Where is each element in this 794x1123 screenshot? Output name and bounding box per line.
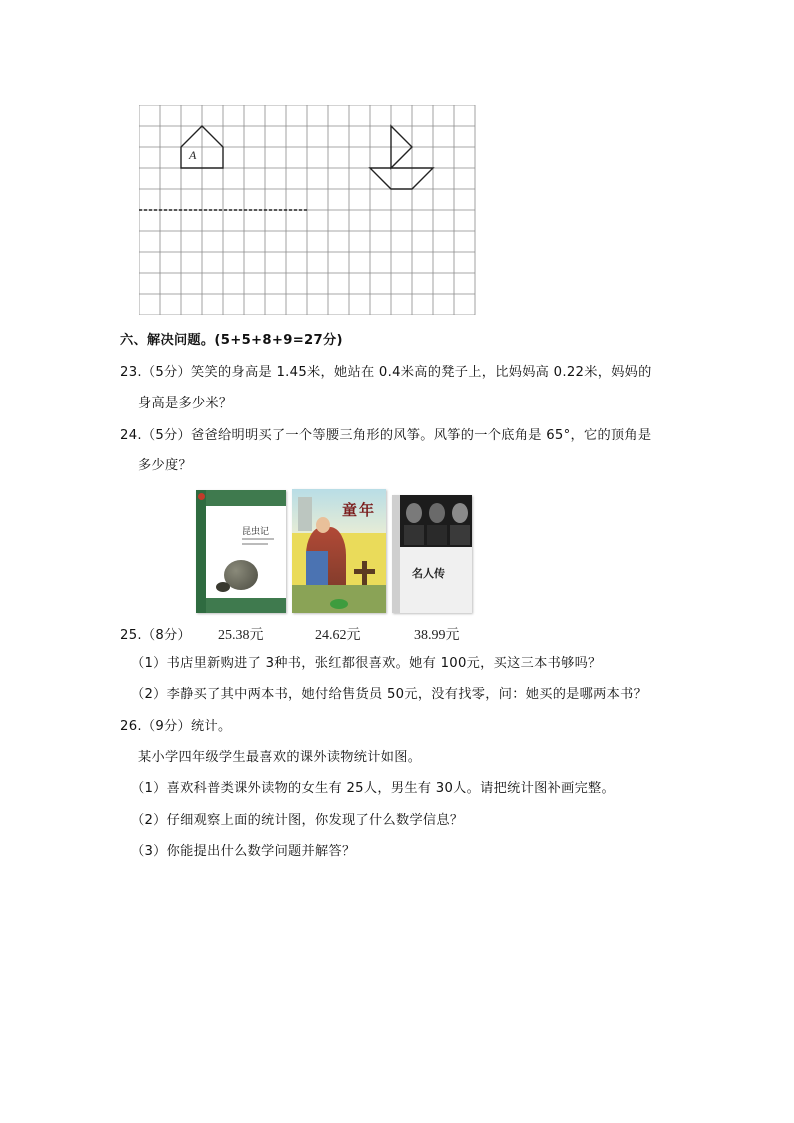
section-six-heading: 六、解决问题。(5+5+8+9=27分)	[120, 333, 343, 348]
book-price-childhood: 24.62元	[315, 628, 361, 643]
q24-line1: 24.（5分）爸爸给明明买了一个等腰三角形的风筝。风筝的一个底角是 65°，它的顶角是	[120, 428, 652, 443]
q23-line1: 23.（5分）笑笑的身高是 1.45米，她站在 0.4米高的凳子上，比妈妈高 0.22米，妈妈的	[120, 365, 652, 380]
boat-hull	[370, 168, 433, 189]
book-cover-insects	[196, 490, 286, 613]
shape-a-label: A	[189, 148, 197, 162]
q26-sub2: （2）仔细观察上面的统计图，你发现了什么数学信息？	[131, 813, 464, 828]
book-cover-biographies	[392, 495, 472, 613]
q24-line2: 多少度？	[138, 458, 192, 473]
book-title-childhood: 童年	[342, 501, 377, 519]
q26-intro: 某小学四年级学生最喜欢的课外读物统计如图。	[138, 750, 422, 765]
q26-line1: 26.（9分）统计。	[120, 719, 232, 734]
grid-figure	[139, 105, 479, 315]
book-title-insects: 昆虫记	[242, 526, 270, 536]
book-price-insects: 25.38元	[218, 628, 264, 643]
q26-sub1: （1）喜欢科普类课外读物的女生有 25人，男生有 30人。请把统计图补画完整。	[131, 781, 616, 796]
green-badge	[330, 599, 348, 609]
book-price-biographies: 38.99元	[414, 628, 460, 643]
q26-sub3: （3）你能提出什么数学问题并解答？	[131, 844, 356, 859]
q23-line2: 身高是多少米？	[138, 396, 233, 411]
q25-label: 25.（8分）	[120, 628, 192, 643]
book-cover-childhood	[292, 489, 386, 613]
book-title-biographies: 名人传	[412, 568, 445, 580]
q25-sub1: （1）书店里新购进了 3种书，张红都很喜欢。她有 100元，买这三本书够吗？	[131, 656, 602, 671]
q25-sub2: （2）李静买了其中两本书，她付给售货员 50元，没有找零，问：她买的是哪两本书？	[131, 687, 648, 702]
